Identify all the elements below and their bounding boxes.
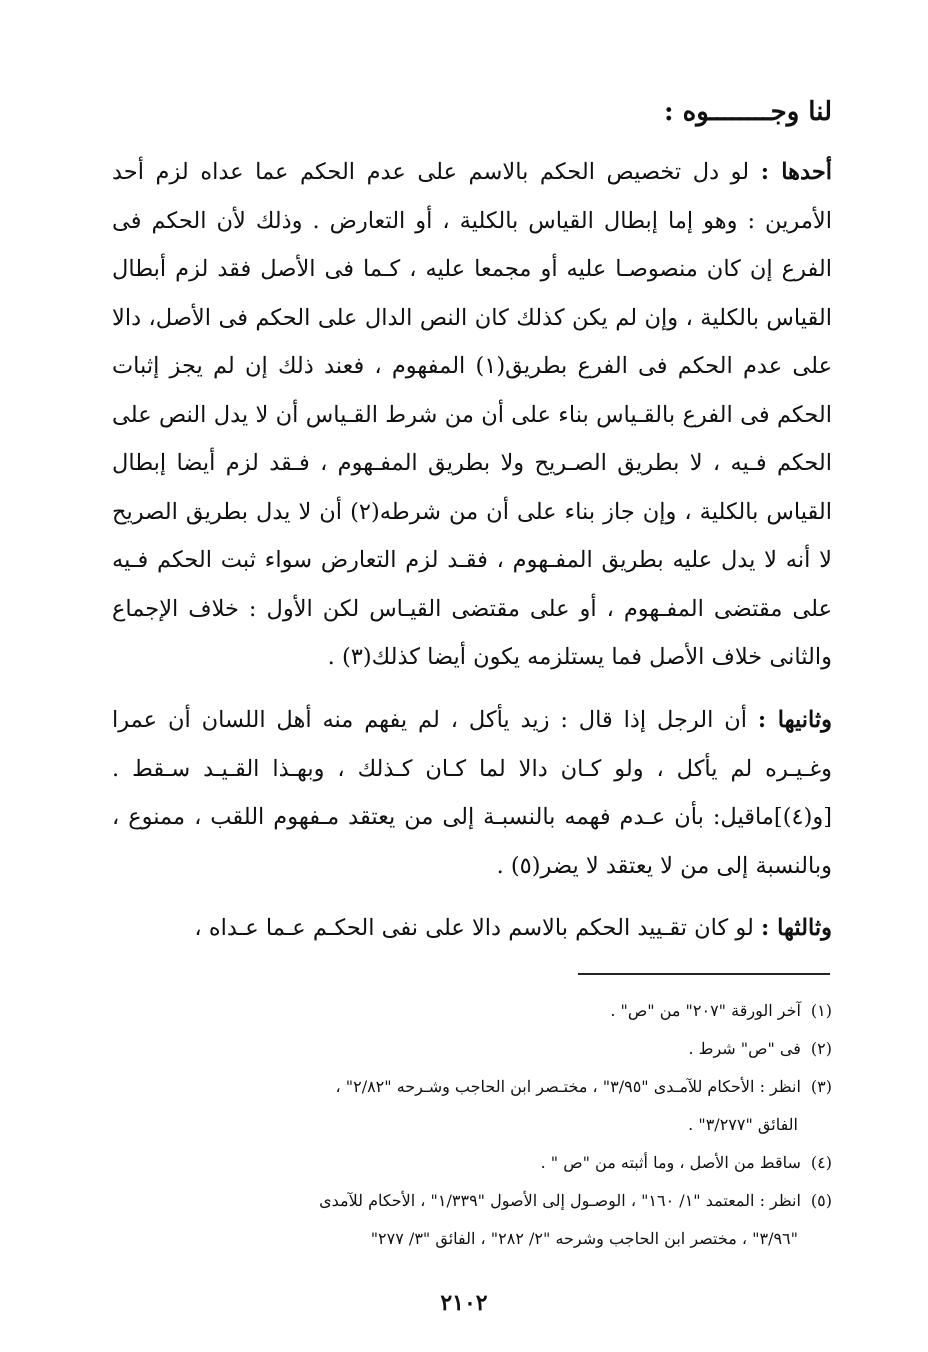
footnote-number: (٣) (810, 1077, 832, 1096)
paragraph-lead: وثانيها : (757, 707, 833, 733)
paragraph-second-argument (112, 696, 832, 890)
footnote-continuation: "٣/٩٦" ، مختصر ابن الحاجب وشرحه "٢/ ٢٨٢" ، الفائق "٣/ ٢٧٧" (370, 1229, 798, 1248)
footnotes (112, 992, 832, 1258)
footnote (112, 1068, 832, 1106)
footnote (112, 1144, 832, 1182)
page-number: ٢١٠٢ (440, 1290, 488, 1316)
footnote-continuation: الفائق "٣/٢٧٧" . (688, 1115, 798, 1134)
paragraph-third-argument (112, 904, 832, 953)
footnote (112, 992, 832, 1030)
footnote-text: آخر الورقة "٢٠٧" من "ص" . (610, 1001, 801, 1020)
footnote-text: ساقط من الأصل ، وما أثبته من "ص " . (540, 1153, 801, 1172)
paragraph-text: لو دل تخصيص الحكم بالاسم على عدم الحكم عما عداه لزم أحد الأمرين : وهو إما إبطال القياس بالكلية ، أو التعارض . وذلك لأن الحكم فى الفرع إن كان منصوصـا عليه أو مجمعا عليه ، كـما فى الأصل فقد لزم أبطال القياس بالكلية ، وإن لم يكن كذلك كان النص الدال على الحكم فى الأصل، دالا على عدم الحكم فى الفرع بطريق(١) المفهوم ، فعند ذلك إن لم يجز إثبات الحكم فى الفرع بالقـياس بناء على أن من شرط القـياس أن لا يدل النص على الحكم فـيه ، لا بطريق الصـريح ولا بطريق المفـهوم ، فـقد لزم أيضا إبطال القياس بالكلية ، وإن جاز بناء على أن من شرطه(٢) أن لا يدل بطريق الصريح لا أنه لا يدل عليه بطريق المفـهوم ، فقـد لزم التعارض سواء ثبت الحكم فـيه على مقتضى المفـهوم ، أو على مقتضى القيـاس لكن الأول : خلاف الإجماع والثانى خلاف الأصل فما يستلزمه يكون أيضا كذلك(٣) . (112, 159, 832, 670)
footnote-number: (١) (810, 1001, 832, 1020)
footnote-number: (٤) (810, 1153, 832, 1172)
section-heading: لنا وجــــــــوه : (663, 97, 832, 127)
footnote-number: (٢) (810, 1039, 832, 1058)
footnote-separator (578, 973, 830, 975)
footnote (112, 1182, 832, 1220)
footnote-text: فى "ص" شرط . (688, 1039, 801, 1058)
paragraph-text: أن الرجل إذا قال : زيد يأكل ، لم يفهم منه أهل اللسان أن عمرا وغـيـره لم يأكل ، ولو كـان دالا لما كـان كـذلك ، وبهـذا القـيـد سـقط . [و(٤)]ماقيل: بأن عـدم فهمه بالنسبـة إلى من يعتقد مـفهوم اللقب ، ممنوع ، وبالنسبة إلى من لا يعتقد لا يضر(٥) . (112, 707, 832, 879)
footnote-text: انظر : المعتمد "١/ ١٦٠" ، الوصـول إلى الأصول "١/٣٣٩" ، الأحكام للآمدى (319, 1191, 801, 1210)
footnote (112, 1030, 832, 1068)
paragraph-lead: أحدها : (760, 159, 832, 185)
footnote-text: انظر : الأحكام للآمـدى "٣/٩٥" ، مختـصر ابن الحاجب وشـرحه "٢/٨٢" ، (335, 1077, 801, 1096)
paragraph-first-argument (112, 148, 832, 682)
footnote-number: (٥) (810, 1191, 832, 1210)
paragraph-lead: وثالثها : (761, 915, 832, 941)
paragraph-text: لو كان تقـييد الحكم بالاسم دالا على نفى الحكـم عـما عـداه ، (194, 915, 754, 941)
